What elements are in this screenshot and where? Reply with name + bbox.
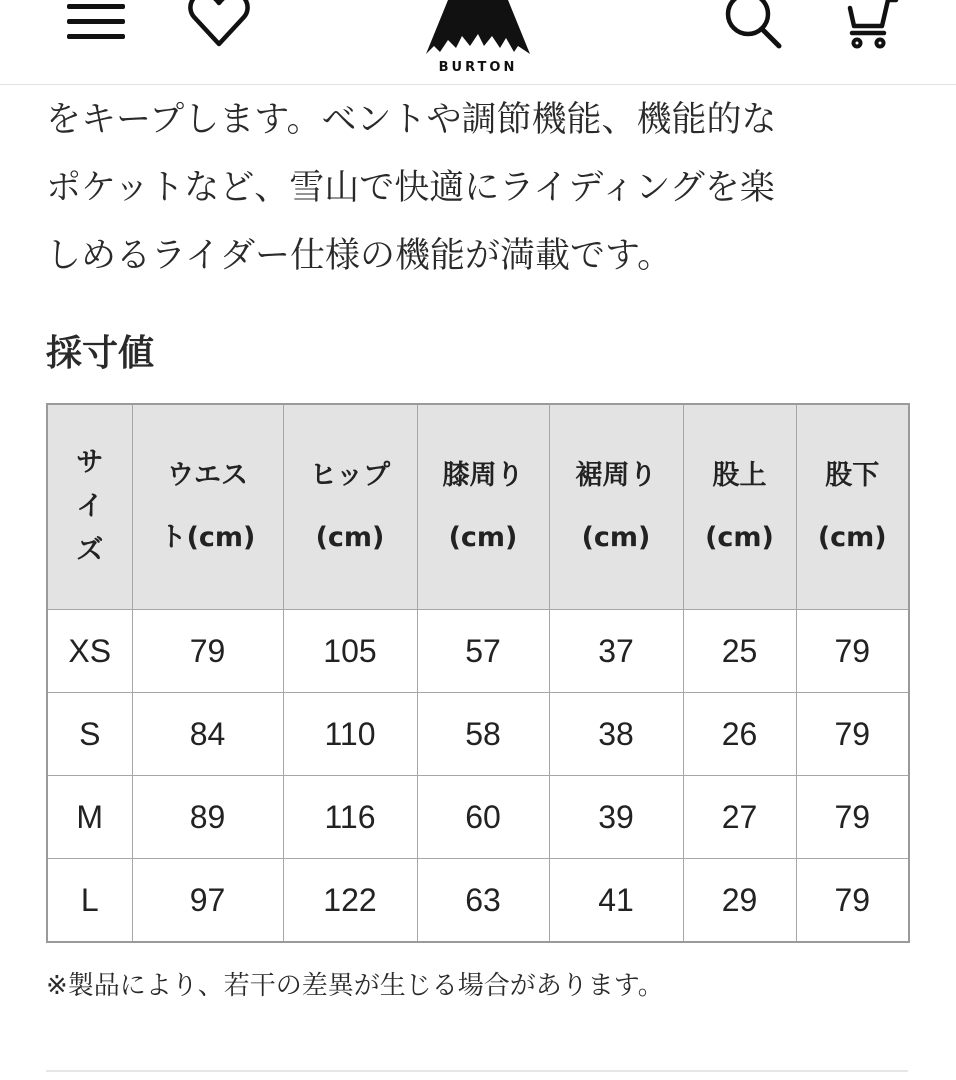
column-header-size [47,404,132,610]
header-text: イ [76,491,104,522]
table-cell: 57 [417,610,549,693]
header-text: ウエス [167,460,248,491]
table-cell: 122 [283,859,417,943]
column-header-hem [549,404,683,610]
table-cell: 26 [683,693,796,776]
description-line: しめるライダー仕様の機能が満載です。 [46,236,673,276]
column-header-knee [417,404,549,610]
section-divider [46,1070,908,1072]
size-chart-table [46,403,910,943]
table-row [47,610,909,693]
hamburger-menu-icon[interactable] [64,0,128,44]
table-cell: S [47,693,132,776]
table-cell: 41 [549,859,683,943]
table-cell: 38 [549,693,683,776]
size-chart-heading: 採寸値 [46,333,155,374]
table-cell: 58 [417,693,549,776]
table-cell: 110 [283,693,417,776]
header-text: 裾周り [575,460,657,491]
table-cell: 84 [132,693,283,776]
size-chart-note: ※製品により、若干の差異が生じる場合があります。 [46,971,664,1001]
table-cell: 60 [417,776,549,859]
column-header-hip [283,404,417,610]
table-cell: 116 [283,776,417,859]
table-cell: 79 [132,610,283,693]
table-cell: 27 [683,776,796,859]
header-text: (cm) [581,522,651,553]
header-text: (cm) [705,522,774,553]
header-text: サ [76,447,104,478]
cart-icon[interactable] [838,0,900,50]
heart-icon[interactable] [186,0,252,48]
table-cell: M [47,776,132,859]
header-text: (cm) [315,522,385,553]
table-header-row [47,404,909,610]
table-cell: XS [47,610,132,693]
table-cell: 79 [796,859,909,943]
header-text: ヒップ [309,460,391,491]
header-text: ズ [76,535,104,566]
table-cell: 79 [796,693,909,776]
table-cell: 25 [683,610,796,693]
table-cell: 39 [549,776,683,859]
product-description [46,86,916,290]
header-text: 膝周り [442,460,524,491]
logo-wordmark: BURTON [438,60,518,75]
header-text: (cm) [448,522,518,553]
table-cell: 29 [683,859,796,943]
description-line: ポケットなど、雪山で快適にライディングを楽 [46,168,775,208]
table-cell: 79 [796,610,909,693]
table-row [47,776,909,859]
description-line: をキープします。ベントや調節機能、機能的な [46,100,777,140]
table-row [47,693,909,776]
table-cell: 79 [796,776,909,859]
column-header-waist [132,404,283,610]
table-row [47,859,909,943]
header-text: ト(cm) [159,522,256,553]
table-cell: 63 [417,859,549,943]
table-cell: 89 [132,776,283,859]
search-icon[interactable] [722,0,784,50]
table-cell: 97 [132,859,283,943]
header-text: 股下 [825,460,880,491]
table-cell: L [47,859,132,943]
site-header [0,0,956,85]
table-cell: 105 [283,610,417,693]
column-header-rise [683,404,796,610]
table-cell: 37 [549,610,683,693]
header-text: (cm) [817,522,887,553]
header-text: 股上 [712,460,767,491]
column-header-inseam [796,404,909,610]
